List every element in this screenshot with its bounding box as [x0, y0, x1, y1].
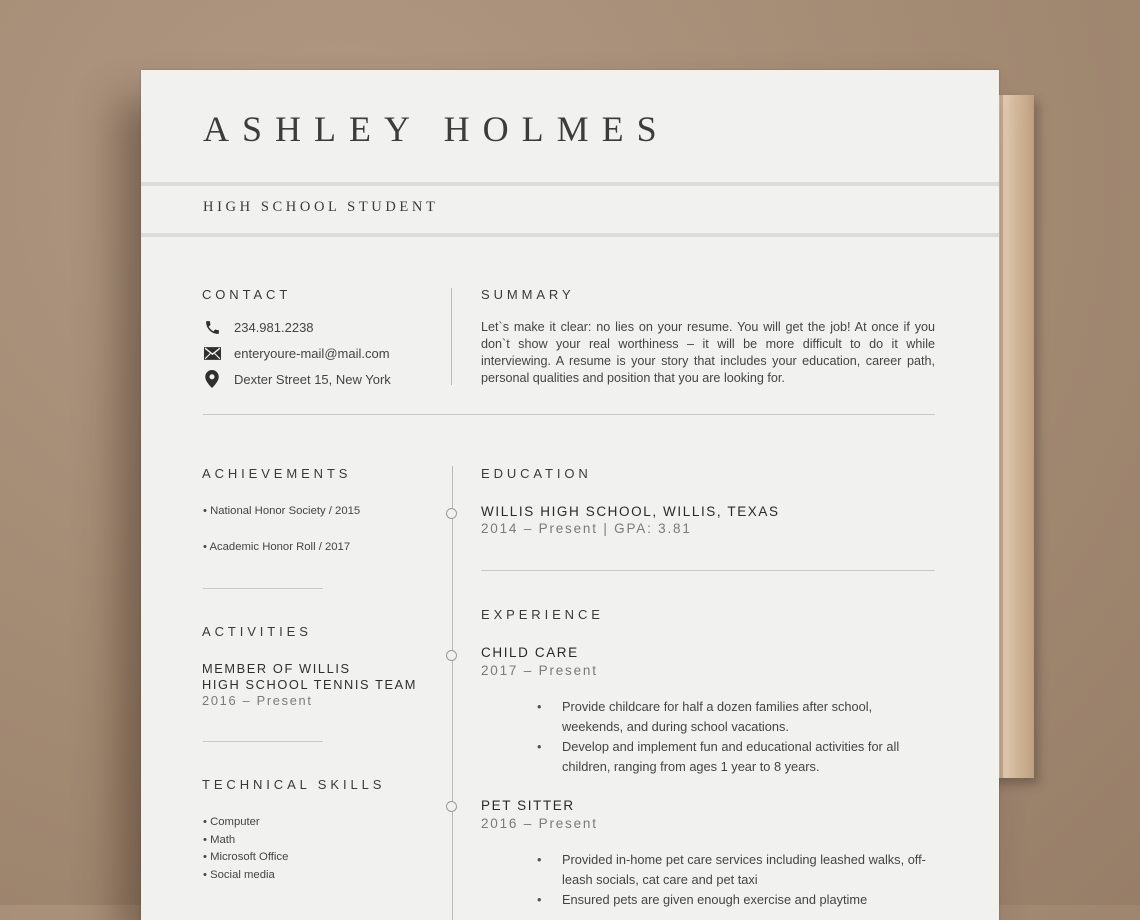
resume-page	[141, 70, 999, 920]
timeline-node	[446, 650, 457, 661]
duty-item: • Provided in-home pet care services including leashed walks, off-leash socials, cat care and pet taxi	[562, 850, 932, 890]
job-duties	[562, 697, 932, 777]
skill-item: • Social media	[203, 869, 275, 881]
email-address: enteryoure-mail@mail.com	[234, 345, 390, 361]
job-duties	[562, 850, 932, 910]
duty-item: • Ensured pets are given enough exercise and playtime	[562, 890, 932, 910]
contact-email	[203, 343, 390, 363]
left-divider	[203, 741, 323, 742]
location-pin-icon	[203, 370, 221, 388]
left-divider	[203, 588, 323, 589]
contact-heading: CONTACT	[202, 287, 292, 302]
resume-name: ASHLEY HOLMES	[203, 109, 670, 149]
phone-number: 234.981.2238	[234, 319, 314, 335]
education-heading: EDUCATION	[481, 466, 592, 481]
activity-title-line2: HIGH SCHOOL TENNIS TEAM	[202, 677, 418, 692]
summary-heading: SUMMARY	[481, 287, 575, 302]
section-divider	[203, 414, 935, 415]
achievement-item: • Academic Honor Roll / 2017	[203, 541, 351, 553]
timeline-node	[446, 508, 457, 519]
phone-icon	[203, 318, 221, 336]
education-details: 2014 – Present | GPA: 3.81	[481, 521, 692, 536]
duty-item: • Provide childcare for half a dozen families after school, weekends, and during school vacations.	[562, 697, 932, 737]
activity-dates: 2016 – Present	[202, 693, 313, 708]
resume-role: HIGH SCHOOL STUDENT	[203, 199, 439, 215]
job-dates: 2016 – Present	[481, 816, 598, 831]
job-title: CHILD CARE	[481, 645, 579, 660]
contact-phone	[203, 317, 314, 337]
skill-item: • Microsoft Office	[203, 851, 289, 863]
job-dates: 2017 – Present	[481, 663, 598, 678]
duty-item: • Develop and implement fun and educational activities for all children, ranging from ages 1 year to 8 years.	[562, 737, 932, 777]
header-divider-bottom	[141, 233, 999, 237]
street-address: Dexter Street 15, New York	[234, 371, 391, 387]
contact-summary-divider	[451, 288, 452, 385]
education-divider	[481, 570, 935, 571]
timeline-node	[446, 801, 457, 812]
skill-item: • Math	[203, 834, 236, 846]
experience-heading: EXPERIENCE	[481, 607, 604, 622]
activities-heading: ACTIVITIES	[202, 624, 312, 639]
achievement-item: • National Honor Society / 2015	[203, 505, 361, 517]
envelope-icon	[203, 344, 221, 362]
summary-text: Let`s make it clear: no lies on your resume. You will get the job! At once if you don`t show your real worthiness – it will be more difficult to do it while interviewing. A resume is your story that includes your education, career path, personal qualities and position that you are looking for.	[481, 320, 935, 385]
contact-address	[203, 369, 391, 389]
header-divider-top	[141, 182, 999, 186]
technical-skills-heading: TECHNICAL SKILLS	[202, 777, 386, 792]
job-title: PET SITTER	[481, 798, 575, 813]
skill-item: • Computer	[203, 816, 260, 828]
school-name: WILLIS HIGH SCHOOL, WILLIS, TEXAS	[481, 504, 780, 519]
activity-title-line1: MEMBER OF WILLIS	[202, 661, 351, 676]
timeline-line	[452, 466, 453, 920]
achievements-heading: ACHIEVEMENTS	[202, 466, 352, 481]
